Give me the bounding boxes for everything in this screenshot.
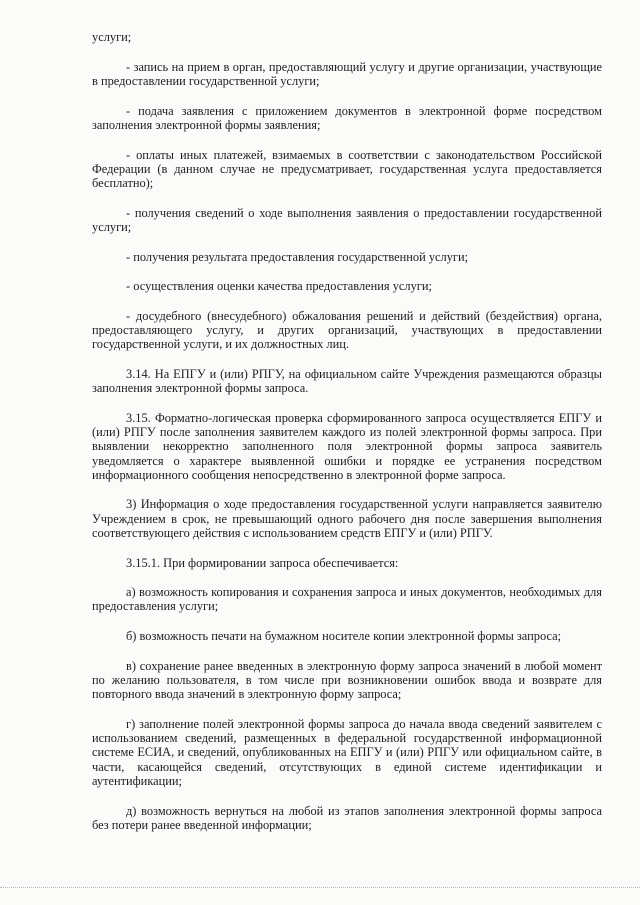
paragraph-status-info: - получения сведений о ходе выполнения заявления о предоставлении государственной услуги; [92,205,602,234]
scan-edge-line [0,887,640,889]
paragraph-result: - получения результата предоставления государственной услуги; [126,249,469,264]
paragraph-application-submission: - подача заявления с приложением документов в электронной форме посредством заполнения электронной формы заявления; [92,103,602,132]
paragraph-appeal: - досудебного (внесудебного) обжалования решений и действий (бездействия) органа, предоставляющего услугу, и других организаций, участвующих в предоставлении государственной услуги, и их должностных лиц. [92,308,602,352]
paragraph-payments: - оплаты иных платежей, взимаемых в соответствии с законодательством Российской Федерации (в данном случае не предусматривает, государственная услуга предоставляется бесплатно); [92,147,602,190]
paragraph-item-3: 3) Информация о ходе предоставления государственной услуги направляется заявителю Учреждением в срок, не превышающий одного рабочего дня после завершения выполнения соответствующего действия с использованием средств ЕПГУ и (или) РПГУ. [92,497,602,540]
paragraph-continuation: услуги; [92,30,132,44]
paragraph-appointment: - запись на прием в орган, предоставляющий услугу и другие организации, участвующие в предоставлении государственной услуги; [92,59,602,88]
paragraph-item-d: д) возможность вернуться на любой из этапов заполнения электронной формы запроса без потери ранее введенной информации; [92,803,602,832]
paragraph-item-g: г) заполнение полей электронной формы запроса до начала ввода сведений заявителем с использованием сведений, размещенных в федеральной государственной информационной системе ЕСИА, и сведений, опубликованных на ЕПГУ и (или) РПГУ или официальном сайте, в части, касающейся сведений, отсутствующих в единой системе идентификации и аутентификации; [92,717,602,788]
paragraph-3-14: 3.14. На ЕПГУ и (или) РПГУ, на официальном сайте Учреждения размещаются образцы заполнения электронной формы запроса. [92,367,602,396]
paragraph-item-v: в) сохранение ранее введенных в электронную форму запроса значений в любой момент по желанию пользователя, в том числе при возникновении ошибок ввода и возврате для повторного ввода значений в электронную форму запроса; [92,658,602,702]
paragraph-3-15-1: 3.15.1. При формировании запроса обеспечивается: [126,555,399,570]
paragraph-3-15: 3.15. Форматно-логическая проверка сформированного запроса осуществляется ЕПГУ и (или) РПГУ после заполнения заявителем каждого из полей электронной формы запроса. При выявлении некорректно заполненного поля электронной формы запроса заявитель уведомляется о характере выявленной ошибки и порядке ее устранения посредством информационного сообщения непосредственно в электронной форме запроса. [92,410,602,482]
paragraph-item-b: б) возможность печати на бумажном носителе копии электронной формы запроса; [126,629,562,644]
paragraph-item-a: а) возможность копирования и сохранения запроса и иных документов, необходимых для предоставления услуги; [92,585,602,614]
paragraph-quality-evaluation: - осуществления оценки качества предоставления услуги; [126,279,432,294]
